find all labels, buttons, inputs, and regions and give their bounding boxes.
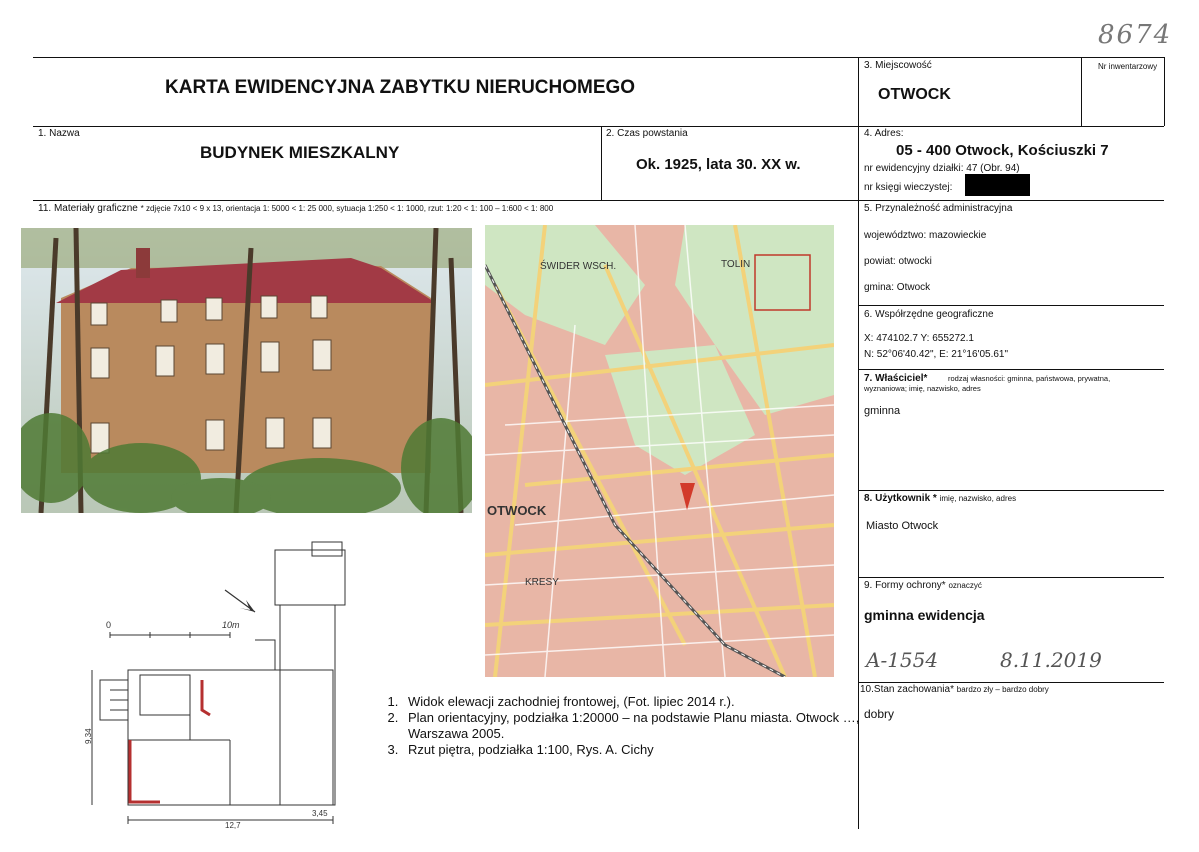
name-value: BUDYNEK MIESZKALNY <box>200 143 400 162</box>
land-register-label: nr księgi wieczystej: <box>864 182 953 193</box>
owner-value: gminna <box>864 405 901 417</box>
rule-row2 <box>33 200 1164 201</box>
plan-scale-zero: 0 <box>106 620 112 630</box>
caption-item: 2. Plan orientacyjny, podziałka 1:20000 – na podstawie Planu miasta. Otwock …, Warszawa 2005. <box>402 710 872 742</box>
caption-item: 3. Rzut piętra, podziałka 1:100, Rys. A. Cichy <box>402 742 872 758</box>
locality-label: 3. Miejscowość <box>864 60 932 71</box>
caption-item: 1. Widok elewacji zachodniej frontowej, (Fot. lipiec 2014 r.). <box>402 694 872 710</box>
rule-r6 <box>858 369 1164 370</box>
map-label-tolin: TOLIN <box>721 259 751 270</box>
administration-commune: gmina: Otwock <box>864 282 931 293</box>
redaction-box <box>965 174 1030 196</box>
parcel-number: nr ewidencyjny działki: 47 (Obr. 94) <box>864 163 1020 174</box>
protection-label <box>864 580 982 591</box>
rule-creation <box>601 126 602 200</box>
orientation-map <box>485 225 834 677</box>
user-label-text: 8. Użytkownik * <box>864 493 937 504</box>
condition-label <box>860 684 1049 695</box>
protection-note: oznaczyć <box>948 581 982 590</box>
address-value: 05 - 400 Otwock, Kościuszki 7 <box>896 142 1109 159</box>
map-label-kresy: KRESY <box>525 577 559 588</box>
floor-plan <box>80 540 380 830</box>
condition-label-text: 10.Stan zachowania* <box>860 684 954 695</box>
coordinates-xy: X: 474102.7 Y: 655272.1 <box>864 333 974 344</box>
rule-right-edge <box>1164 57 1165 126</box>
coordinates-ne: N: 52°06'40.42", E: 21°16'05.61" <box>864 349 1009 360</box>
plan-dimension-height: 9,34 <box>84 728 93 744</box>
protection-value: gminna ewidencja <box>864 607 985 623</box>
graphics-captions <box>376 694 872 758</box>
rule-top <box>33 57 1164 58</box>
plan-dimension-width: 12,7 <box>225 821 241 830</box>
protection-date-handwritten: 8.11.2019 <box>1000 648 1102 672</box>
user-note: imię, nazwisko, adres <box>939 494 1017 503</box>
graphics-scale-note: * zdjęcie 7x10 < 9 x 13, orientacja 1: 5000 < 1: 25 000, sytuacja 1:250 < 1: 1000, rzut: 1:20 < 1: 100 – 1:600 < 1: 800 <box>140 204 554 213</box>
creation-label: 2. Czas powstania <box>606 128 688 139</box>
plan-scale-ten: 10m <box>222 620 240 630</box>
inventory-label: Nr inwentarzowy <box>1098 62 1158 71</box>
rule-r5 <box>858 305 1164 306</box>
user-value: Miasto Otwock <box>866 520 939 532</box>
map-label-otwock: OTWOCK <box>487 503 547 518</box>
rule-row1 <box>33 126 1164 127</box>
address-label: 4. Adres: <box>864 128 904 139</box>
protection-number-handwritten: A-1554 <box>866 648 939 672</box>
creation-value: Ok. 1925, lata 30. XX w. <box>636 156 801 173</box>
owner-note: rodzaj własności: gminna, państwowa, prywatna, wyznaniowa; imię, nazwisko, adres <box>864 374 1111 393</box>
coordinates-label: 6. Współrzędne geograficzne <box>864 309 994 320</box>
map-label-swider: ŚWIDER WSCH. <box>540 261 617 272</box>
rule-r7 <box>858 490 1164 491</box>
protection-label-text: 9. Formy ochrony* <box>864 580 946 591</box>
rule-inventory <box>1081 57 1082 126</box>
administration-label: 5. Przynależność administracyjna <box>864 203 1013 214</box>
owner-label-text: 7. Właściciel* <box>864 373 928 384</box>
archive-number-handwritten: 8674 <box>1098 20 1173 50</box>
building-photo <box>21 228 472 513</box>
administration-county: powiat: otwocki <box>864 256 932 267</box>
locality-value: OTWOCK <box>878 86 951 103</box>
condition-value: dobry <box>864 707 895 721</box>
administration-voivodeship: województwo: mazowieckie <box>864 230 987 241</box>
name-label: 1. Nazwa <box>38 128 80 139</box>
graphics-label-text: 11. Materiały graficzne <box>38 203 138 214</box>
rule-r8 <box>858 577 1164 578</box>
page-title: KARTA EWIDENCYJNA ZABYTKU NIERUCHOMEGO <box>165 77 636 98</box>
rule-r9 <box>858 682 1164 683</box>
user-label <box>864 493 1016 504</box>
plan-dimension-side: 3,45 <box>312 809 328 818</box>
graphics-label <box>38 203 553 214</box>
condition-note: bardzo zły – bardzo dobry <box>956 685 1049 694</box>
